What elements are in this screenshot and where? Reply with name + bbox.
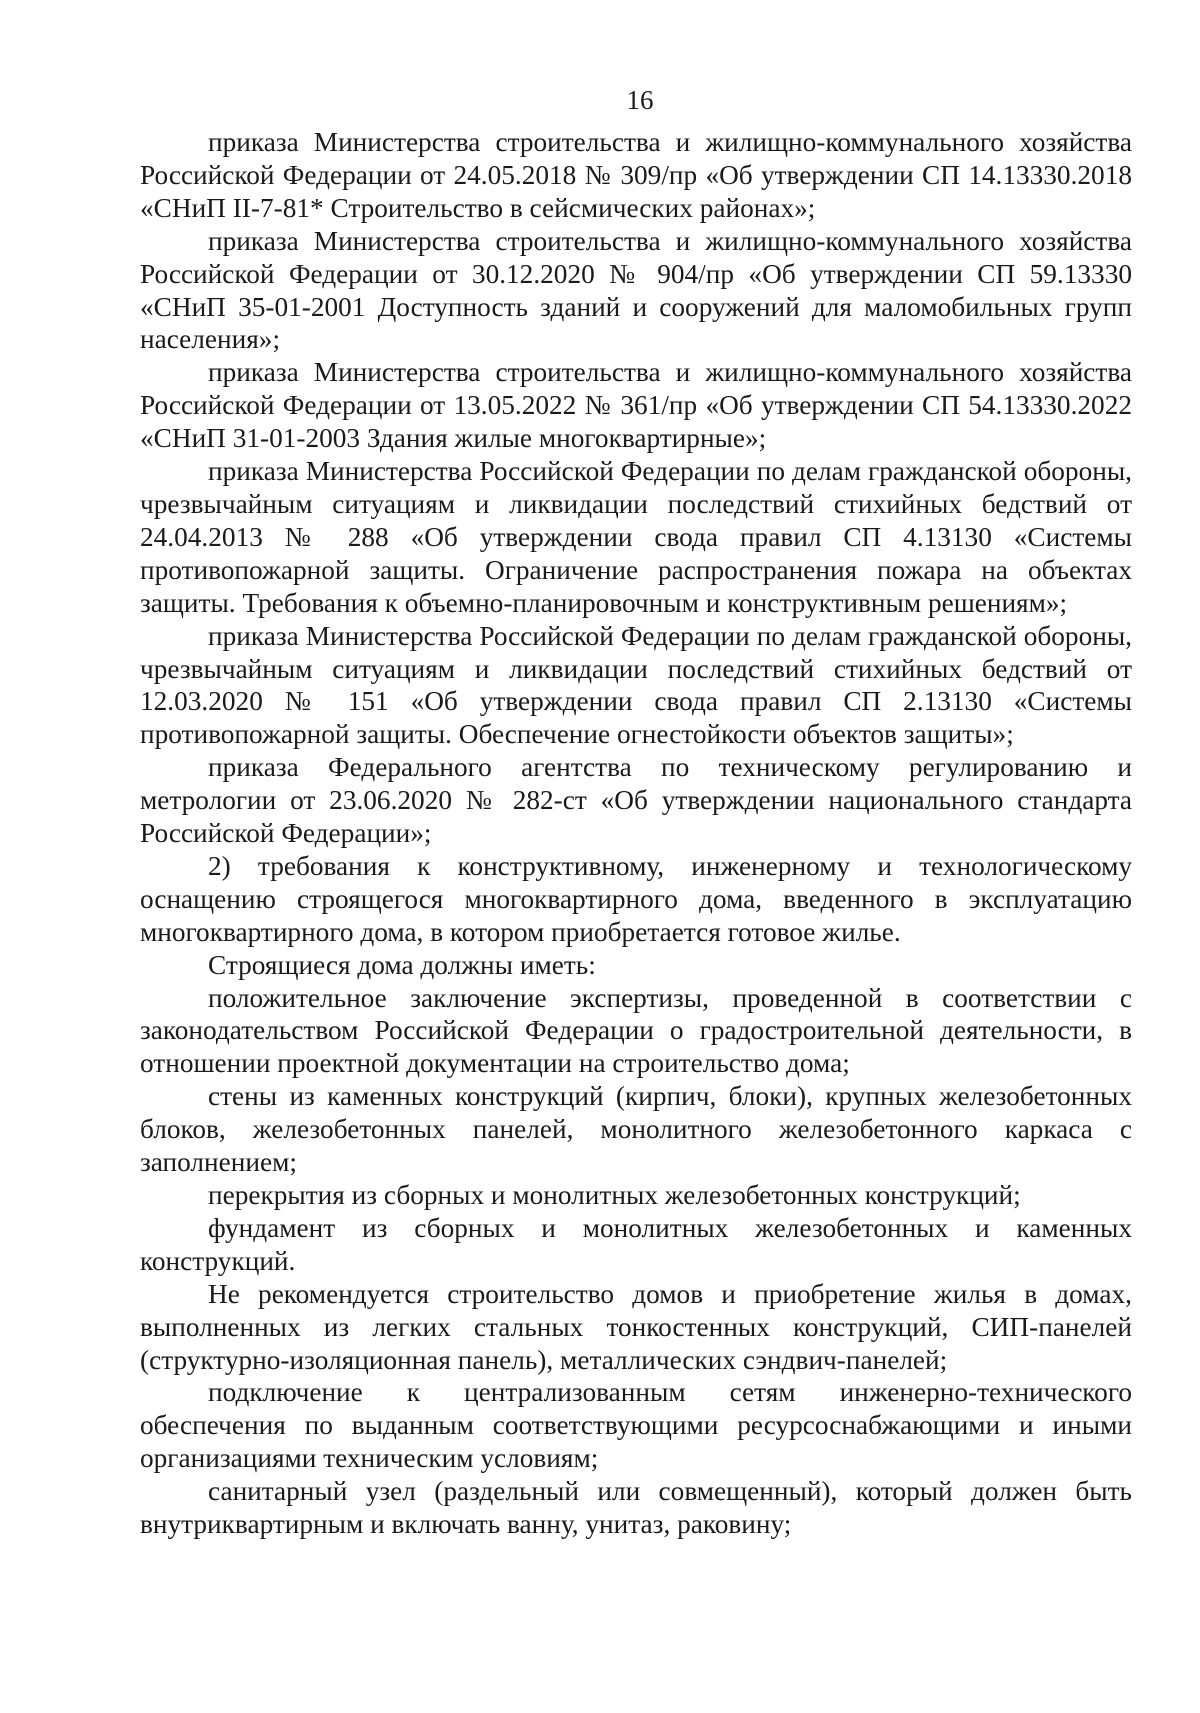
paragraph-expertise: положительное заключение экспертизы, проведенной в соответствии с законодательством Российской Федерации о градостроительной деятельности, в отношении проектной документации на строительство дома; (140, 982, 1132, 1079)
paragraph-not-recommended: Не рекомендуется строительство домов и приобретение жилья в домах, выполненных из легких стальных тонкостенных конструкций, СИП-панелей (структурно-изоляционная панель), металлических сэндвич-панелей; (140, 1278, 1132, 1375)
document-body (140, 126, 1132, 1541)
paragraph-order-282-st: приказа Федерального агентства по техническому регулированию и метрологии от 23.06.2020 № 282-ст «Об утверждении национального стандарта Российской Федерации»; (140, 752, 1132, 849)
paragraph-walls: стены из каменных конструкций (кирпич, блоки), крупных железобетонных блоков, железобетонных панелей, монолитного железобетонного каркаса с заполнением; (140, 1081, 1132, 1178)
paragraph-requirements-2: 2) требования к конструктивному, инженерному и технологическому оснащению строящегося многоквартирного дома, введенного в эксплуатацию многоквартирного дома, в котором приобретается готовое жилье. (140, 850, 1132, 947)
paragraph-houses-must-have: Строящиеся дома должны иметь: (208, 949, 596, 980)
paragraph-order-151: приказа Министерства Российской Федерации по делам гражданской обороны, чрезвычайным ситуациям и ликвидации последствий стихийных бедствий от 12.03.2020 № 151 «Об утверждении свода правил СП 2.13130 «Системы противопожарной защиты. Обеспечение огнестойкости объектов защиты»; (140, 620, 1132, 750)
paragraph-floors: перекрытия из сборных и монолитных железобетонных конструкций; (208, 1180, 1021, 1210)
paragraph-order-904: приказа Министерства строительства и жилищно-коммунального хозяйства Российской Федерации от 30.12.2020 № 904/пр «Об утверждении СП 59.13330 «СНиП 35-01-2001 Доступность зданий и сооружений для маломобильных групп населения»; (140, 225, 1132, 355)
paragraph-sanitary-unit: санитарный узел (раздельный или совмещенный), который должен быть внутриквартирным и включать ванну, унитаз, раковину; (140, 1476, 1132, 1540)
paragraph-foundation: фундамент из сборных и монолитных железобетонных и каменных конструкций. (140, 1212, 1132, 1276)
paragraph-order-361: приказа Министерства строительства и жилищно-коммунального хозяйства Российской Федерации от 13.05.2022 № 361/пр «Об утверждении СП 54.13330.2022 «СНиП 31-01-2003 Здания жилые многоквартирные»; (140, 357, 1132, 454)
paragraph-order-309: приказа Министерства строительства и жилищно-коммунального хозяйства Российской Федерации от 24.05.2018 № 309/пр «Об утверждении СП 14.13330.2018 «СНиП II-7-81* Строительство в сейсмических районах»; (140, 127, 1132, 223)
page-number: 16 (626, 85, 654, 115)
paragraph-utility-connection: подключение к централизованным сетям инженерно-технического обеспечения по выданным соответствующими ресурсоснабжающими и иными организациями техническим условиям; (140, 1377, 1132, 1474)
paragraph-order-288: приказа Министерства Российской Федерации по делам гражданской обороны, чрезвычайным ситуациям и ликвидации последствий стихийных бедствий от 24.04.2013 № 288 «Об утверждении свода правил СП 4.13130 «Системы противопожарной защиты. Ограничение распространения пожара на объектах защиты. Требования к объемно-планировочным и конструктивным решениям»; (140, 456, 1132, 618)
